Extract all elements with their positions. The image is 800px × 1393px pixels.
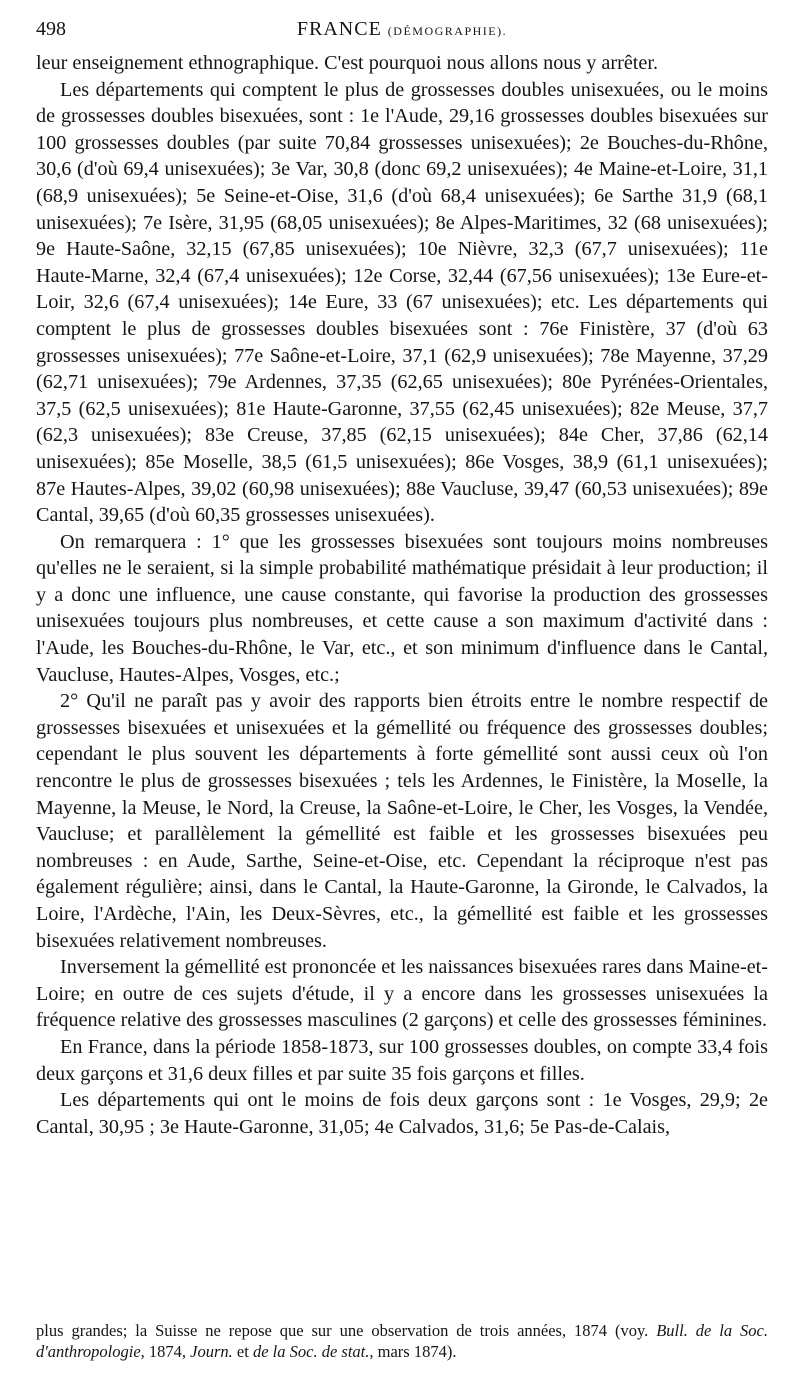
- paragraph-3: On remarquera : 1° que les grossesses bisexuées sont toujours moins nombreuses qu'elles ne le seraient, si la simple probabilité mathématique présidait à leur production; il y a donc une influence, une cause constante, qui favorise la production des grossesses unisexuées toujours plus nombreuses, et cette cause a son maximum d'activité dans : l'Aude, les Bouches-du-Rhône, le Var, etc., et son minimum d'influence dans le Cantal, Vaucluse, Hautes-Alpes, Vosges, etc.;: [36, 530, 768, 686]
- paragraph-4: 2° Qu'il ne paraît pas y avoir des rapports bien étroits entre le nombre respectif de grossesses bisexuées et unisexuées et la gémellité ou fréquence des grossesses doubles; cependant le plus souvent les départements à forte gémellité sont aussi ceux où l'on rencontre le plus de grossesses bisexuées ; tels les Ardennes, le Finistère, la Moselle, la Mayenne, la Meuse, le Nord, la Creuse, la Saône-et-Loire, le Cher, les Vosges, la Vendée, Vaucluse; et parallèlement la gémellité est faible et les grossesses bisexuées peu nombreuses : en Aude, Sarthe, Seine-et-Oise, etc. Cependant la réciproque n'est pas également régulière; ainsi, dans le Cantal, la Haute-Garonne, la Gironde, le Calvados, la Loire, l'Ardèche, l'Ain, les Deux-Sèvres, etc., la gémellité est faible et les grossesses bisexuées relativement nombreuses.: [36, 690, 768, 952]
- footnote-ref-soc-stat: de la Soc. de stat.,: [252, 1342, 374, 1361]
- paragraph-7: Les départements qui ont le moins de fois deux garçons sont : 1e Vosges, 29,9; 2e Cantal, 30,95 ; 3e Haute-Garonne, 31,05; 4e Calvados, 31,6; 5e Pas-de-Calais,: [36, 1089, 768, 1138]
- footnote-ref-bull: Bull. de la Soc. d'anthropologie,: [36, 1321, 768, 1361]
- footnote-ref-journ: Journ.: [190, 1342, 233, 1361]
- page-title: [297, 16, 507, 44]
- footnote-text-4: mars 1874).: [377, 1342, 457, 1361]
- footnote-text-3: et: [236, 1342, 249, 1361]
- footnote-text-2: 1874,: [148, 1342, 187, 1361]
- footnote: [36, 1320, 768, 1362]
- page-number: 498: [36, 18, 66, 40]
- body-text: [36, 50, 768, 1140]
- document-page: [36, 16, 768, 1140]
- running-header: [36, 16, 768, 44]
- header-title: FRANCE: [296, 18, 382, 40]
- paragraph-2: Les départements qui comptent le plus de grossesses doubles unisexuées, ou le moins de grossesses doubles bisexuées, sont : 1e l'Aude, 29,16 grossesses doubles bisexuées sur 100 grossesses doubles (par suite 70,84 grossesses unisexuées); 2e Bouches-du-Rhône, 30,6 (d'où 69,4 unisexuées); 3e Var, 30,8 (donc 69,2 unisexuées); 4e Maine-et-Loire, 31,1 (68,9 unisexuées); 5e Seine-et-Oise, 31,6 (d'où 68,4 unisexuées); 6e Sarthe 31,9 (68,1 unisexuées); 7e Isère, 31,95 (68,05 unisexuées); 8e Alpes-Maritimes, 32 (68 unisexuées); 9e Haute-Saône, 32,15 (67,85 unisexuées); 10e Nièvre, 32,3 (67,7 unisexuées); 11e Haute-Marne, 32,4 (67,4 unisexuées); 12e Corse, 32,44 (67,56 unisexuées); 13e Eure-et-Loir, 32,6 (67,4 unisexuées); 14e Eure, 33 (67 unisexuées); etc. Les départements qui comptent le plus de grossesses doubles bisexuées sont : 76e Finistère, 37 (d'où 63 grossesses unisexuées); 77e Saône-et-Loire, 37,1 (62,9 unisexuées); 78e Mayenne, 37,29 (62,71 unisexuées); 79e Ardennes, 37,35 (62,65 unisexuées); 80e Pyrénées-Orientales, 37,5 (62,5 unisexuées); 81e Haute-Garonne, 37,55 (62,45 unisexuées); 82e Meuse, 37,7 (62,3 unisexuées); 83e Creuse, 37,85 (62,15 unisexuées); 84e Cher, 37,86 (62,14 unisexuées); 85e Moselle, 38,5 (61,5 unisexuées); 86e Vosges, 38,9 (61,1 unisexuées); 87e Hautes-Alpes, 39,02 (60,98 unisexuées); 88e Vaucluse, 39,47 (60,53 unisexuées); 89e Cantal, 39,65 (d'où 60,35 grossesses unisexuées).: [36, 78, 768, 527]
- header-subtitle: (DÉMOGRAPHIE).: [387, 24, 508, 38]
- paragraph-5: Inversement la gémellité est prononcée et les naissances bisexuées rares dans Maine-et-Loire; en outre de ces sujets d'étude, il y a encore dans les grossesses unisexuées la fréquence relative des grossesses masculines (2 garçons) et celle des grossesses féminines.: [36, 956, 768, 1032]
- paragraph-6: En France, dans la période 1858-1873, sur 100 grossesses doubles, on compte 33,4 fois deux garçons et 31,6 deux filles et par suite 35 fois garçons et filles.: [36, 1035, 768, 1085]
- paragraph-1: leur enseignement ethnographique. C'est pourquoi nous allons nous y arrêter.: [36, 52, 659, 74]
- footnote-text: plus grandes; la Suisse ne repose que sur une observation de trois années, 1874 (voy.: [36, 1321, 649, 1340]
